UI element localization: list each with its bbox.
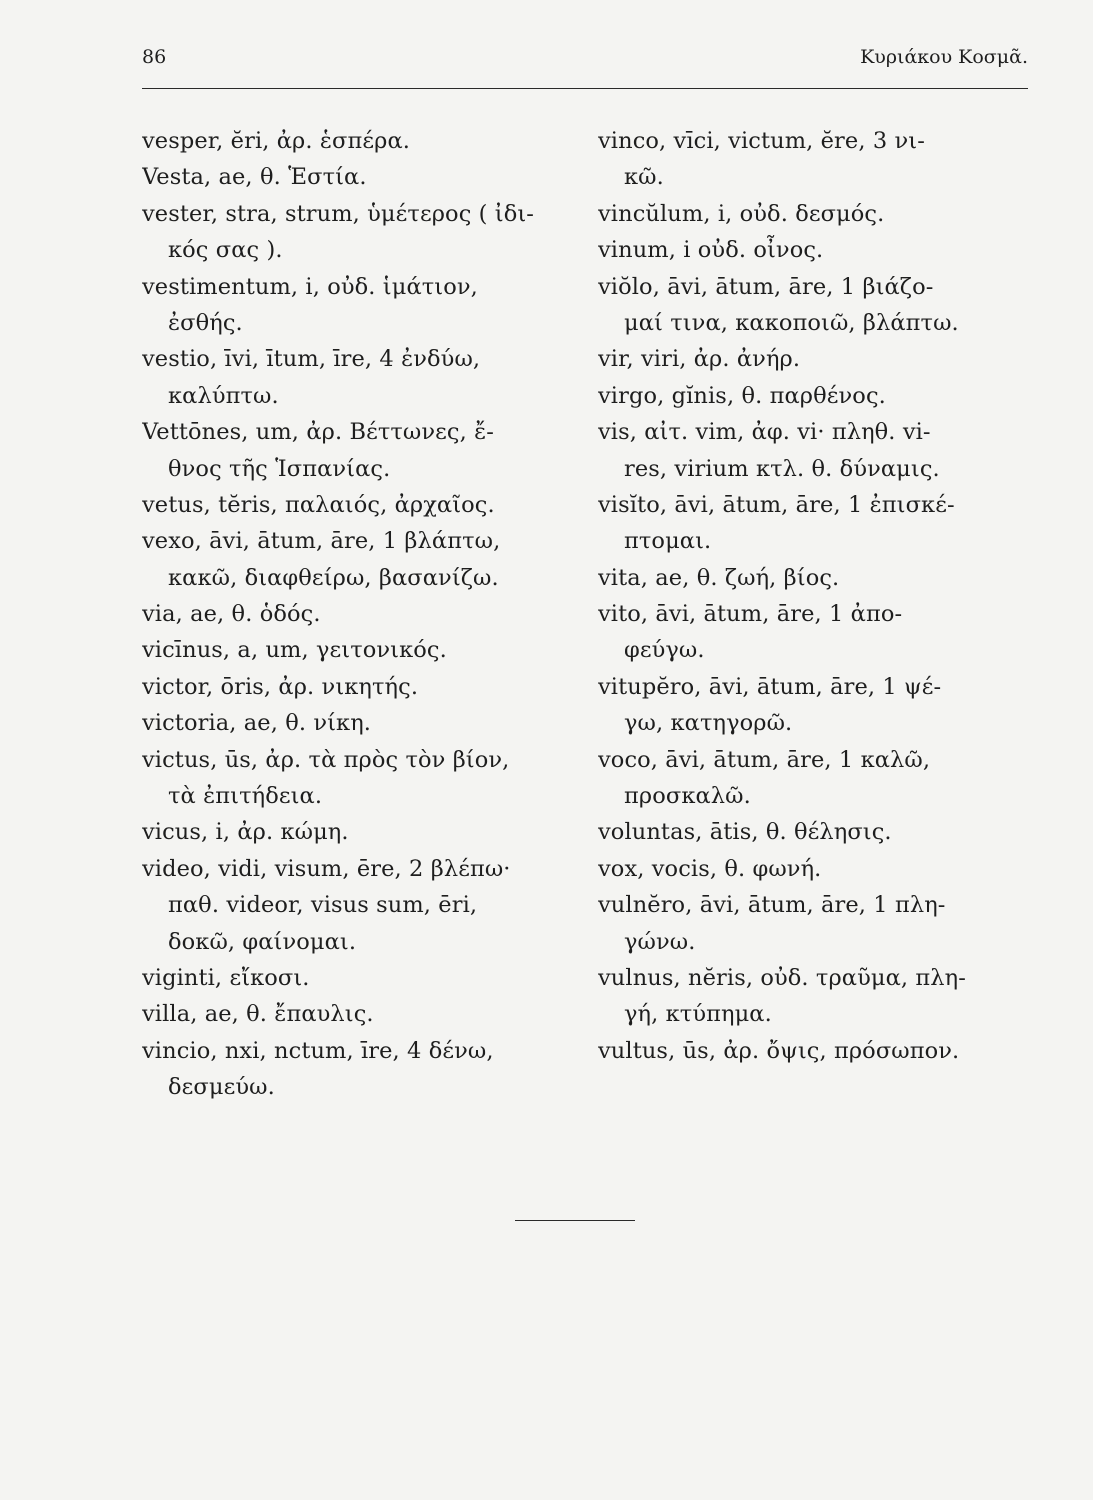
dictionary-entry — [598, 742, 1030, 815]
entry-headline: vito, āvi, ātum, āre, 1 ἀπο- — [598, 601, 903, 628]
dictionary-entry — [598, 196, 1030, 232]
entry-continuation: res, virium κτλ. θ. δύναμις. — [624, 455, 940, 482]
entry-headline: vexo, āvi, ātum, āre, 1 βλάπτω, — [142, 528, 501, 555]
entry-continuation: δεσμεύω. — [168, 1074, 275, 1101]
dictionary-entry — [142, 960, 574, 996]
running-title: Κυριάκου Κοσμᾶ. — [860, 46, 1028, 68]
entry-headline: vultus, ūs, ἀρ. ὄψις, πρόσωπον. — [598, 1037, 960, 1064]
entry-headline: visĭto, āvi, ātum, āre, 1 ἐπισκέ- — [598, 491, 955, 518]
dictionary-entry — [142, 996, 574, 1032]
entry-continuation: γώνω. — [624, 928, 696, 955]
dictionary-entry — [142, 341, 574, 414]
entry-headline: Vettōnes, um, ἀρ. Βέττωνες, ἔ- — [142, 419, 494, 446]
entry-continuation: δοκῶ, φαίνομαι. — [168, 928, 357, 955]
entry-headline: vox, vocis, θ. φωνή. — [598, 855, 822, 882]
entry-headline: vicus, i, ἀρ. κώμη. — [142, 819, 349, 846]
entry-headline: villa, ae, θ. ἔπαυλις. — [142, 1001, 374, 1028]
entry-headline: vinum, i οὐδ. οἶνος. — [598, 237, 824, 264]
entry-continuation: θνος τῆς Ἱσπανίας. — [168, 455, 391, 482]
entry-headline: viŏlo, āvi, ātum, āre, 1 βιάζο- — [598, 273, 934, 300]
entry-continuation: τὰ ἐπιτήδεια. — [168, 783, 323, 810]
dictionary-entry — [142, 705, 574, 741]
dictionary-entry — [598, 123, 1030, 196]
dictionary-entry — [598, 560, 1030, 596]
entry-continuation: καλύπτω. — [168, 382, 279, 409]
right-column — [598, 123, 1030, 1069]
header-rule — [142, 88, 1028, 89]
dictionary-entry — [598, 596, 1030, 669]
dictionary-entry — [598, 487, 1030, 560]
entry-continuation: γω, κατηγορῶ. — [624, 710, 793, 737]
dictionary-entry — [142, 669, 574, 705]
entry-headline: victoria, ae, θ. νίκη. — [142, 710, 372, 737]
dictionary-entry — [598, 814, 1030, 850]
entry-continuation: ἐσθής. — [168, 309, 243, 336]
dictionary-entry — [598, 1033, 1030, 1069]
dictionary-entry — [142, 269, 574, 342]
entry-headline: victus, ūs, ἀρ. τὰ πρὸς τὸν βίον, — [142, 746, 510, 773]
page-header — [142, 46, 1028, 76]
dictionary-entry — [142, 742, 574, 815]
dictionary-entry — [142, 123, 574, 159]
dictionary-entry — [598, 269, 1030, 342]
entry-headline: victor, ōris, ἀρ. νικητής. — [142, 673, 419, 700]
entry-headline: vetus, tĕris, παλαιός, ἀρχαῖος. — [142, 491, 495, 518]
dictionary-entry — [598, 669, 1030, 742]
entry-headline: vitupĕro, āvi, ātum, āre, 1 ψέ- — [598, 673, 942, 700]
end-rule — [515, 1220, 635, 1221]
dictionary-entry — [598, 887, 1030, 960]
entry-headline: voluntas, ātis, θ. θέλησις. — [598, 819, 892, 846]
entry-headline: vincio, nxi, nctum, īre, 4 δένω, — [142, 1037, 494, 1064]
entry-continuation: κός σας ). — [168, 237, 283, 264]
entry-headline: Vesta, ae, θ. Ἑστία. — [142, 164, 367, 191]
entry-continuation: μαί τινα, κακοποιῶ, βλάπτω. — [624, 309, 959, 336]
entry-headline: viginti, εἴκοσι. — [142, 964, 310, 991]
dictionary-entry — [142, 814, 574, 850]
entry-headline: vester, stra, strum, ὑμέτερος ( ἰδι- — [142, 200, 534, 227]
entry-continuation: προσκαλῶ. — [624, 783, 751, 810]
entry-headline: virgo, gĭnis, θ. παρθένος. — [598, 382, 886, 409]
entry-headline: vesper, ĕri, ἀρ. ἑσπέρα. — [142, 128, 411, 154]
entry-headline: vincŭlum, i, οὐδ. δεσμός. — [598, 200, 885, 227]
entry-headline: vir, viri, ἀρ. ἀνήρ. — [598, 346, 801, 373]
left-column — [142, 123, 574, 1106]
entry-continuation: κακῶ, διαφθείρω, βασανίζω. — [168, 564, 499, 591]
entry-headline: vicīnus, a, um, γειτονικός. — [142, 637, 447, 664]
entry-continuation: γή, κτύπημα. — [624, 1001, 772, 1028]
entry-headline: via, ae, θ. ὁδός. — [142, 601, 321, 628]
dictionary-entry — [598, 341, 1030, 377]
entry-headline: vita, ae, θ. ζωή, βίος. — [598, 564, 840, 591]
entry-headline: vestimentum, i, οὐδ. ἱμάτιον, — [142, 273, 478, 300]
dictionary-entry — [142, 851, 574, 960]
dictionary-entry — [142, 487, 574, 523]
dictionary-entry — [598, 378, 1030, 414]
dictionary-entry — [142, 159, 574, 195]
dictionary-entry — [142, 414, 574, 487]
dictionary-entry — [598, 851, 1030, 887]
entry-headline: vulnus, nĕris, οὐδ. τραῦμα, πλη- — [598, 964, 966, 991]
entry-headline: vis, αἰτ. vim, ἀφ. vi· πληθ. vi- — [598, 419, 931, 446]
dictionary-entry — [142, 1033, 574, 1106]
entry-continuation: φεύγω. — [624, 637, 705, 664]
entry-continuation: παθ. videor, visus sum, ēri, — [168, 892, 478, 919]
entry-headline: voco, āvi, ātum, āre, 1 καλῶ, — [598, 746, 931, 773]
entry-continuation: πτομαι. — [624, 528, 712, 555]
dictionary-entry — [598, 232, 1030, 268]
dictionary-entry — [142, 632, 574, 668]
dictionary-entry — [142, 196, 574, 269]
dictionary-entry — [142, 523, 574, 596]
entry-headline: vulnĕro, āvi, ātum, āre, 1 πλη- — [598, 892, 946, 919]
dictionary-entry — [598, 960, 1030, 1033]
dictionary-entry — [598, 414, 1030, 487]
entry-headline: vestio, īvi, ītum, īre, 4 ἐνδύω, — [142, 346, 481, 373]
page-number: 86 — [142, 46, 167, 68]
entry-continuation: κῶ. — [624, 164, 664, 191]
dictionary-entry — [142, 596, 574, 632]
entry-headline: vinco, vīci, victum, ĕre, 3 νι- — [598, 128, 925, 154]
entry-headline: video, vidi, visum, ēre, 2 βλέπω· — [142, 855, 511, 882]
